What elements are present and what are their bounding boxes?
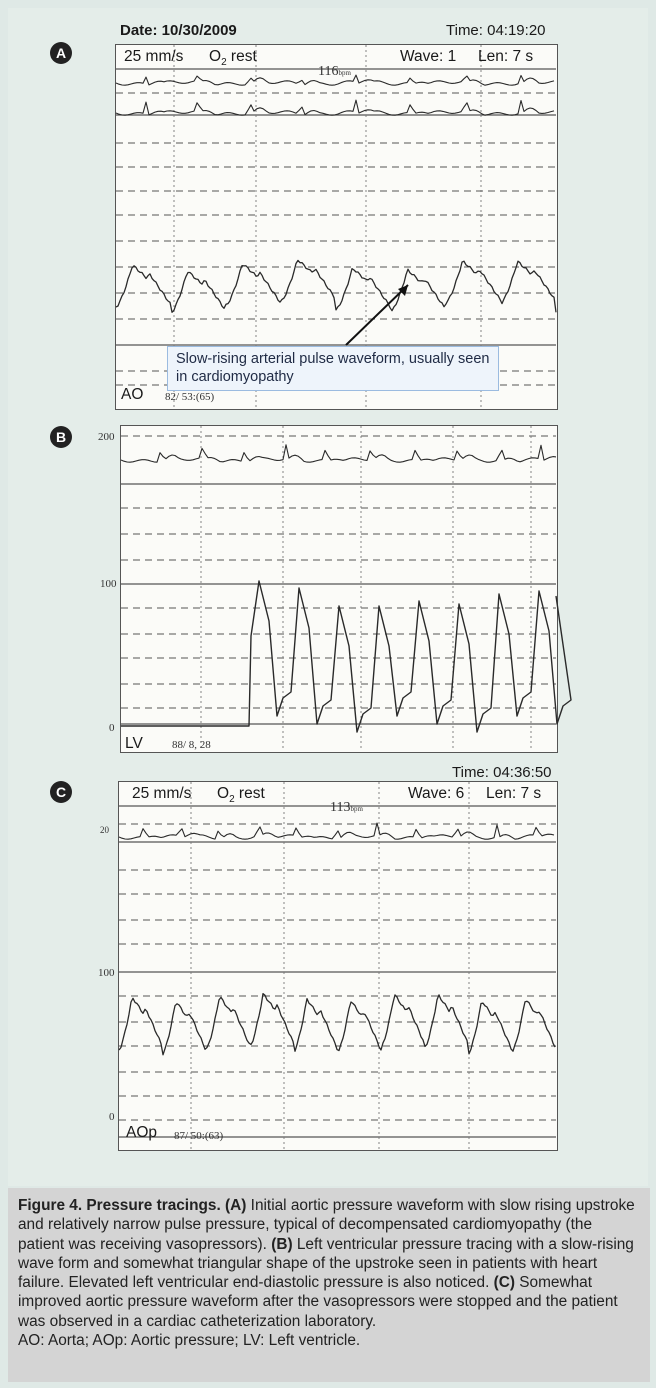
panel-a-o2-sub: 2 (221, 57, 227, 69)
panel-c-hr-value: 113 (330, 800, 351, 815)
panel-c-scale-0: 0 (109, 1111, 115, 1123)
panel-b-badge: B (50, 426, 72, 448)
caption-label-c: (C) (493, 1274, 516, 1292)
panel-a-aortic-waveform (116, 260, 556, 312)
panel-a-annotation-arrow (346, 285, 408, 345)
panel-c-len: Len: 7 s (486, 785, 542, 802)
panel-c-o2-suffix: rest (234, 785, 265, 802)
panel-b-channel: LV (125, 735, 143, 752)
panel-a-hr-unit: bpm (338, 69, 351, 77)
panel-c-o2-sub: 2 (229, 794, 235, 806)
panel-a-hr-value: 116 (318, 64, 339, 79)
panel-c-badge: C (50, 781, 72, 803)
panel-b-pressures: 88/ 8, 28 (172, 739, 211, 751)
panel-b-ecg-lead (121, 445, 556, 462)
panel-a-annotation-callout: Slow-rising arterial pulse waveform, usually seen in cardiomyopathy (167, 346, 499, 391)
panel-a-ecg-lead-2 (116, 100, 554, 115)
caption-text-c: Somewhat improved aortic pressure waveform after the vasopressors were stopped and the patient was observed in a cardiac catheterization laboratory. (18, 1274, 618, 1330)
panel-c-heart-rate (330, 800, 363, 816)
panel-a-o2-prefix: O (209, 48, 222, 65)
panel-b-tracing (121, 426, 556, 751)
panel-c-speed: 25 mm/s (132, 785, 192, 802)
panel-a-o2-suffix: rest (226, 48, 257, 65)
panel-c-scale-100: 100 (98, 967, 115, 979)
panel-b-scale-100: 100 (100, 578, 117, 590)
caption-abbreviations: AO: Aorta; AOp: Aortic pressure; LV: Left ventricle. (18, 1332, 361, 1350)
figure-caption (8, 1188, 650, 1382)
panel-a-len: Len: 7 s (478, 48, 534, 65)
panel-a-pressures: 82/ 53:(65) (165, 391, 215, 403)
caption-label-a: (A) (225, 1197, 247, 1214)
panel-c-wave: Wave: 6 (408, 785, 465, 802)
panel-c-channel: AOp (126, 1124, 158, 1141)
panel-c-o2 (217, 785, 265, 805)
panel-a-channel: AO (121, 386, 144, 403)
panel-c-o2-prefix: O (217, 785, 230, 802)
panel-c-ecg-lead (119, 823, 554, 839)
panel-a-date: Date: 10/30/2009 (120, 22, 237, 39)
panel-b-lv-waveform (121, 581, 571, 732)
panel-c-hr-unit: bpm (350, 805, 363, 813)
panel-a-badge: A (50, 42, 72, 64)
panel-a-o2 (209, 48, 257, 68)
panel-b-scale-200: 200 (98, 431, 115, 443)
panel-b-scale-0: 0 (109, 722, 115, 734)
panel-a-heart-rate (318, 64, 351, 80)
panel-a-time: Time: 04:19:20 (446, 22, 546, 39)
panel-a-speed: 25 mm/s (124, 48, 184, 65)
panel-c-time: Time: 04:36:50 (452, 764, 552, 781)
caption-label-b: (B) (271, 1235, 293, 1253)
caption-text-a: Initial aortic pressure waveform with slow rising upstroke and relatively narrow pulse pressure, typical of decompensated cardiomyopathy (the patient was receiving vasopressors). (18, 1197, 635, 1253)
panel-c-scale-20: 20 (100, 825, 109, 835)
panel-c-tracing (119, 782, 556, 1149)
caption-title: Figure 4. Pressure tracings. (18, 1197, 221, 1214)
panel-c-pressures: 87/ 50:(63) (174, 1130, 224, 1142)
caption-text-b: Left ventricular pressure tracing with a slow-rising wave form and somewhat triangular shape of the upstroke seen in patients with heart failure. Elevated left ventricular end-diastolic pressure is also noticed. (18, 1235, 634, 1292)
panel-a-wave: Wave: 1 (400, 48, 457, 65)
